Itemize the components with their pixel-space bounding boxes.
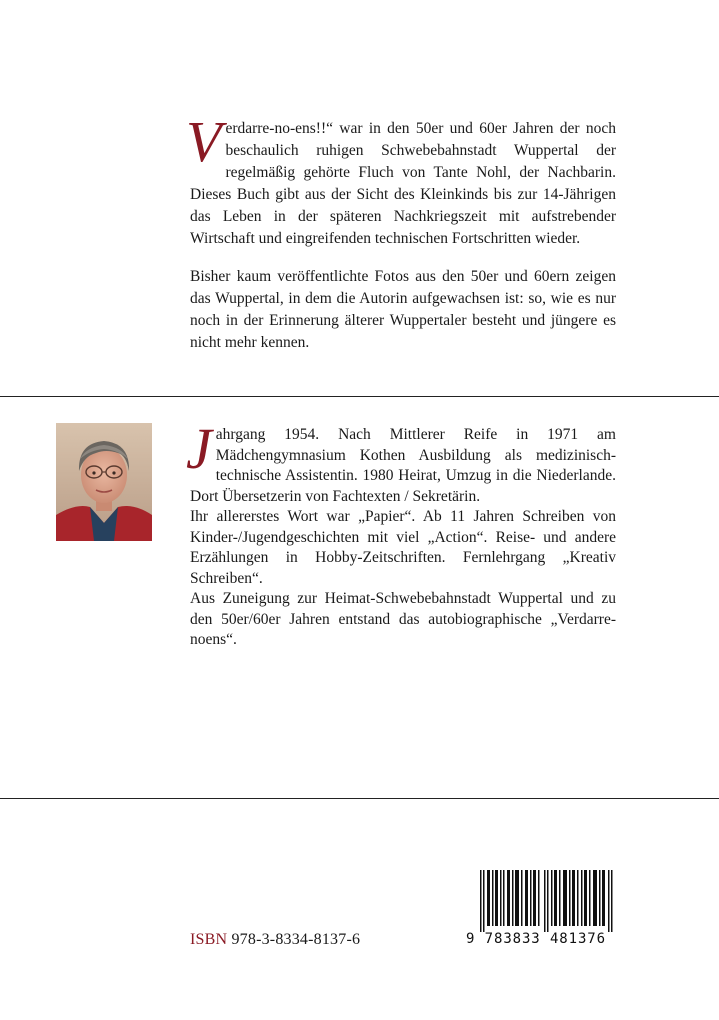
blurb-paragraph-1 [186,109,616,250]
book-blurb [186,109,616,354]
bio-paragraph-1-text: ahrgang 1954. Nach Mittlerer Reife in 1971 am Mädchengymnasium Kothen Ausbildung als medizinisch-technische Assistentin. 1980 Heirat, Umzug in die Niederlande. Dort Übersetzerin von Fachtexten / Sekretärin. [190,426,616,505]
isbn-label: ISBN [190,931,228,948]
blurb-paragraph-2: Bisher kaum veröffentlichte Fotos aus den 50er und 60ern zeigen das Wuppertal, in dem die Autorin aufgewachsen ist: so, wie es nur noch in der Erinnerung älterer Wuppertaler besteht und jüngere es nicht mehr kennen. [190,268,616,351]
bio-paragraph-1 [186,416,616,507]
bio-paragraph-2: Ihr allererstes Wort war „Papier“. Ab 11 Jahren Schreiben von Kinder-/Jugendgeschichten mit viel „Action“. Reise- und andere Erzählungen in Hobby-Zeitschriften. Fernlehrgang „Kreativ Schreiben“. [190,508,616,587]
bio-paragraph-3: Aus Zuneigung zur Heimat-Schwebebahnstadt Wuppertal und zu den 50er/60er Jahren entstand das autobiographische „Verdarre-noens“. [190,590,616,648]
barcode-digits: 9 783833 481376 [466,931,606,947]
divider-top [0,396,719,397]
barcode-bars [480,870,614,932]
blurb-paragraph-1-text: erdarre-no-ens!!“ war in den 50er und 60er Jahren der noch beschaulich ruhigen Schwebebahnstadt Wuppertal der regelmäßig gehörte Fluch von Tante Nohl, der Nachbarin. Dieses Buch gibt aus der Sicht des Kleinkinds bis zur 14-Jährigen das Leben in der späteren Nachkriegszeit mit aufstrebender Wirtschaft und eingreifenden technischen Fortschritten wieder. [190,120,616,247]
divider-bottom [0,798,719,799]
isbn-line [190,931,360,949]
drop-cap-j: J [186,416,212,481]
author-portrait-image [56,423,152,541]
isbn-number: 978-3-8334-8137-6 [231,931,361,948]
drop-cap-v: V [186,109,222,174]
author-photo [56,423,152,541]
barcode [466,870,614,952]
author-bio [186,416,616,651]
